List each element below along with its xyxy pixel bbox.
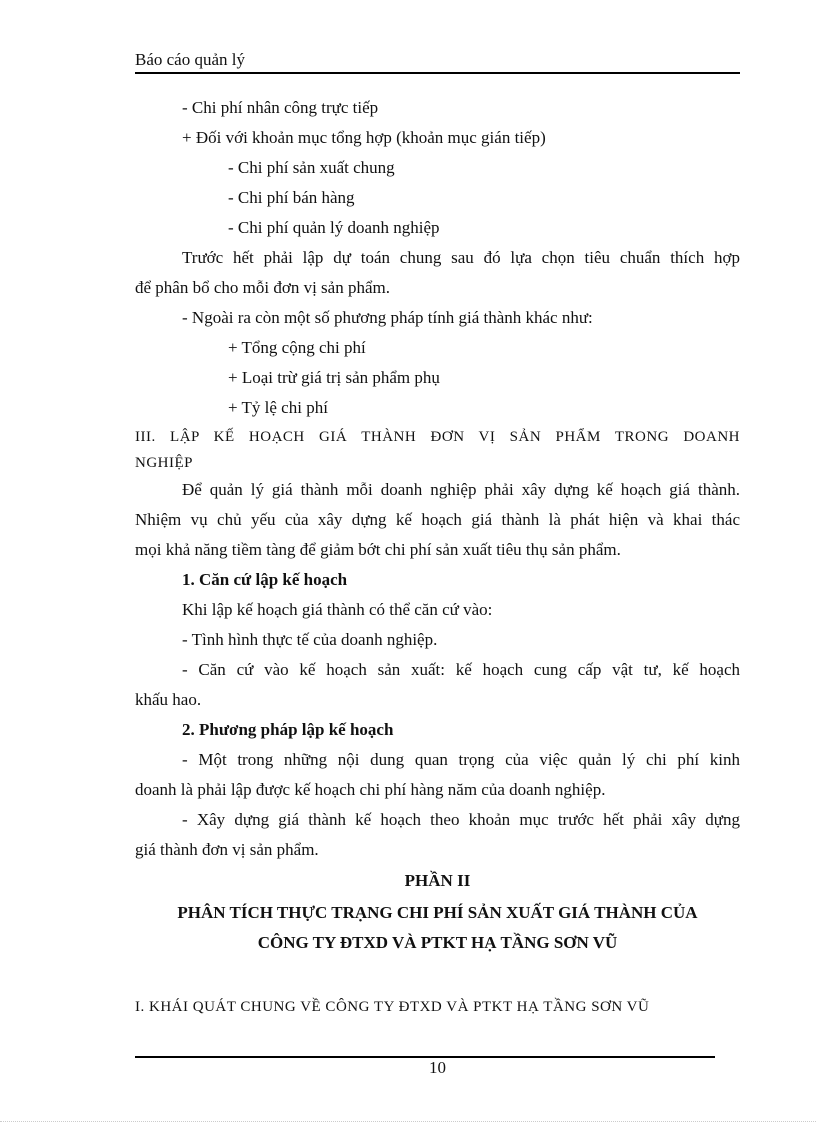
paragraph-line: khấu hao. xyxy=(135,690,202,709)
text-line: - Chi phí sản xuất chung xyxy=(228,158,395,177)
text-line: + Tỷ lệ chi phí xyxy=(228,398,328,417)
text-line: - Chi phí quản lý doanh nghiệp xyxy=(228,218,440,237)
paragraph-line: - Xây dựng giá thành kế hoạch theo khoản mục trước hết phải xây dựng xyxy=(182,810,740,829)
page-header: Báo cáo quản lý xyxy=(135,50,740,74)
page-edge-divider xyxy=(0,1121,816,1122)
part-title: CÔNG TY ĐTXD VÀ PTKT HẠ TẦNG SƠN VŨ xyxy=(257,933,618,952)
text-line: + Tổng cộng chi phí xyxy=(228,338,366,357)
paragraph-line: Trước hết phải lập dự toán chung sau đó lựa chọn tiêu chuẩn thích hợp xyxy=(182,248,740,267)
text-line: - Tình hình thực tế của doanh nghiệp. xyxy=(182,630,438,649)
text-line: - Chi phí nhân công trực tiếp xyxy=(182,98,379,117)
text-line: + Đối với khoản mục tổng hợp (khoản mục gián tiếp) xyxy=(182,128,546,147)
text-line: - Chi phí bán hàng xyxy=(228,188,355,207)
page-number: 10 xyxy=(429,1058,446,1077)
part-title: PHÂN TÍCH THỰC TRẠNG CHI PHÍ SẢN XUẤT GIÁ THÀNH CỦA xyxy=(177,903,698,922)
paragraph-line: để phân bổ cho mỗi đơn vị sản phẩm. xyxy=(135,278,390,297)
part-heading: PHẦN II xyxy=(404,871,471,890)
text-line: Khi lập kế hoạch giá thành có thể căn cứ vào: xyxy=(182,600,493,619)
paragraph-line: doanh là phải lập được kế hoạch chi phí hàng năm của doanh nghiệp. xyxy=(135,780,606,799)
section-heading: III. LẬP KẾ HOẠCH GIÁ THÀNH ĐƠN VỊ SẢN PHẨM TRONG DOANH xyxy=(135,429,740,445)
paragraph-line: Để quản lý giá thành mỗi doanh nghiệp phải xây dựng kế hoạch giá thành. xyxy=(182,480,740,499)
subsection-heading: 1. Căn cứ lập kế hoạch xyxy=(182,570,348,589)
subsection-heading: 2. Phương pháp lập kế hoạch xyxy=(182,720,394,739)
paragraph-line: - Một trong những nội dung quan trọng của việc quản lý chi phí kinh xyxy=(182,750,740,769)
text-line: + Loại trừ giá trị sản phẩm phụ xyxy=(228,368,440,387)
paragraph-line: giá thành đơn vị sản phẩm. xyxy=(135,840,319,859)
section-heading: I. KHÁI QUÁT CHUNG VỀ CÔNG TY ĐTXD VÀ PTKT HẠ TẦNG SƠN VŨ xyxy=(135,999,650,1015)
text-line: - Ngoài ra còn một số phương pháp tính giá thành khác như: xyxy=(182,308,593,327)
paragraph-line: - Căn cứ vào kế hoạch sản xuất: kế hoạch cung cấp vật tư, kế hoạch xyxy=(182,660,740,679)
paragraph-line: Nhiệm vụ chủ yếu của xây dựng kế hoạch giá thành là phát hiện và khai thác xyxy=(135,510,740,529)
paragraph-line: mọi khả năng tiềm tàng để giảm bớt chi phí sản xuất tiêu thụ sản phẩm. xyxy=(135,540,621,559)
section-heading: NGHIỆP xyxy=(135,455,193,471)
